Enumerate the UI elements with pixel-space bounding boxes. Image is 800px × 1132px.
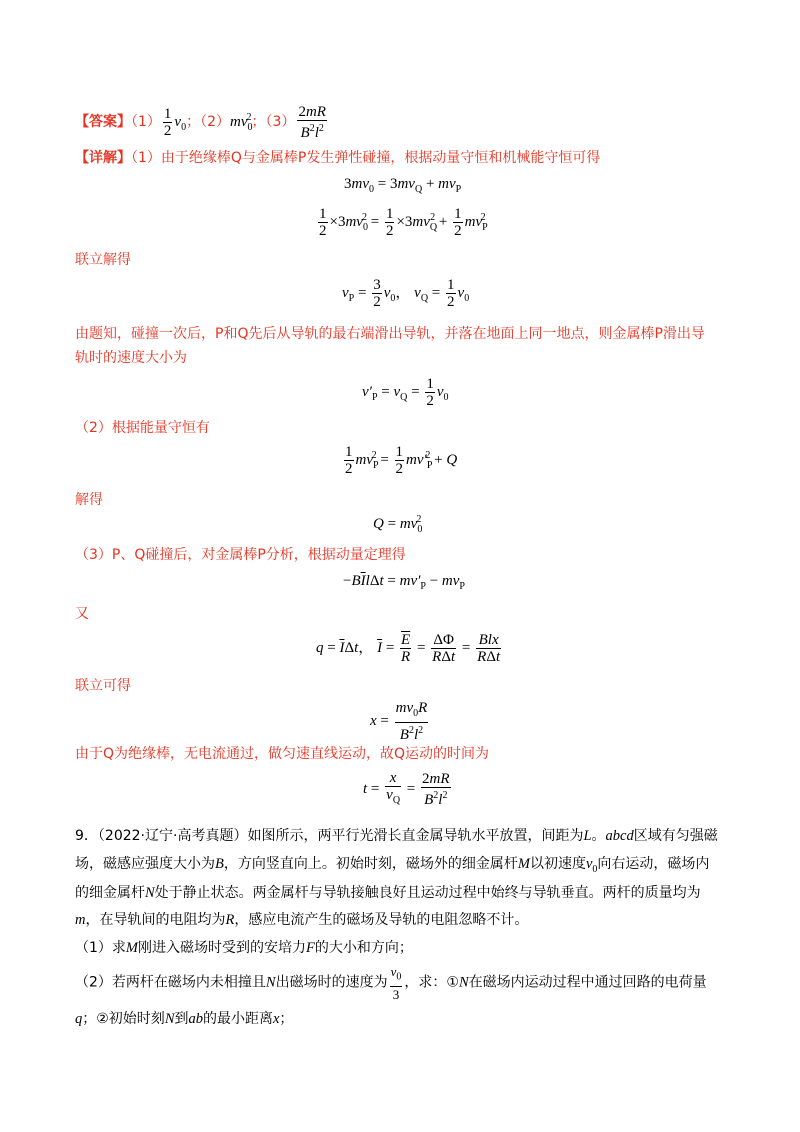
eq-impulse: $-B\overline{I}l\Delta t = mv'_P - mv_P$ (343, 573, 465, 592)
q-text: 区域有匀强磁 (633, 828, 718, 844)
q-text: ； (279, 1011, 294, 1027)
question-line-1 (75, 825, 718, 845)
detail-step1b-a: 由题知，碰撞一次后，P和Q先后从导轨的最右端滑出导轨，并落在地面上同一地点，则金属棒P滑出导 (75, 326, 705, 342)
q-text: （1）求 (75, 940, 126, 956)
q-var: N (164, 1011, 175, 1027)
answer-label: 【答案】 (75, 113, 131, 130)
q-text: 的大小和方向； (314, 940, 413, 956)
detail-step1 (75, 148, 600, 168)
q-var: m (75, 912, 86, 928)
eq-distance: x = $\frac{mv_0R}{B^2l^2}$ (370, 700, 428, 743)
answer-part3-label: ；（3） (251, 113, 296, 130)
answer-part1-label: （1） (131, 113, 161, 130)
q-text: 刚进入磁场时受到的安培力 (138, 940, 307, 956)
q-var: ab (188, 1011, 203, 1027)
q-var: B (215, 856, 224, 872)
detail-solve1: 联立解得 (75, 252, 131, 268)
q-sub: 0 (592, 863, 598, 875)
eq-time: t = $\frac{x}{v_Q}$ = $\frac{2mR}{B^2l^2}$ (363, 770, 450, 808)
q-text: 处于静止状态。两金属杆与导轨接触良好且运动过程中始终与导轨垂直。两杆的质量均为 (154, 885, 701, 901)
question-part-2 (75, 964, 707, 1003)
detail-combine: 联立可得 (75, 678, 131, 694)
q-text: ，方向竖直向上。初始时刻，磁场外的细金属杆 (223, 856, 518, 872)
q-text: 的细金属杆 (75, 885, 145, 901)
question-line-4 (75, 909, 528, 929)
detail-step1b-b: 轨时的速度大小为 (75, 350, 187, 366)
question-number: 9． (75, 828, 98, 844)
q-var: abcd (605, 828, 634, 844)
detail-step1-text: （1）由于绝缘棒Q与金属棒P发生弹性碰撞，根据动量守恒和机械能守恒可得 (131, 150, 601, 166)
eq-exit-velocity: $v'_P = v_Q$ = $\frac{1}{2}$ $v_0$ (362, 376, 449, 409)
eq-energy-heat: $\frac{1}{2}$ $mv_P^2$ = $\frac{1}{2}$ $mv'_P^2 + Q$ (345, 444, 458, 477)
q-var: x (272, 1011, 280, 1027)
q-var: L (583, 828, 592, 844)
q-text: ，在导轨间的电阻均为 (85, 912, 226, 928)
q-text: 出磁场时的速度为 (275, 974, 388, 991)
q-var: M (125, 940, 139, 956)
eq-energy: $\frac{1}{2}$ $\times 3mv_0^2$ = $\frac{1}{2}$ $\times 3mv_Q^2$ + $\frac{1}{2}$ $mv_P^2$ (319, 206, 488, 239)
detail-label: 【详解】 (75, 150, 131, 166)
q-text: 。 (591, 828, 606, 844)
question-line-3 (75, 882, 701, 902)
q-text: ，感应电流产生的磁场及导轨的电阻忽略不计。 (234, 912, 529, 928)
q-text: 场，磁感应强度大小为 (75, 856, 215, 872)
q-var: N (145, 885, 155, 901)
q-var: R (225, 912, 235, 928)
q-text: 在磁场内运动过程中通过回路的电荷量 (468, 974, 707, 991)
answer-part2-label: ；（2） (186, 113, 231, 130)
q-text: （2）若两杆在磁场内未相撞且 (75, 974, 266, 991)
question-line-2 (75, 853, 709, 875)
detail-solve2: 解得 (75, 492, 103, 508)
q-var: v (585, 856, 593, 872)
q-text: 的最小距离 (202, 1011, 273, 1027)
q-text: 如图所示，两平行光滑长直金属导轨水平放置，间距为 (247, 828, 584, 844)
question-source: （2022·辽宁·高考真题） (97, 828, 248, 844)
question-part-2b (75, 1008, 293, 1028)
detail-step2: （2）根据能量守恒有 (75, 420, 210, 436)
eq-velocities: $v_P$ = $\frac{3}{2}$ $v_0$， $v_Q$ = $\frac{1}{2}$ $v_0$ (342, 277, 470, 310)
detail-time: 由于Q为绝缘棒，无电流通过，做匀速直线运动，故Q运动的时间为 (75, 746, 490, 762)
q-fraction-v0-over-3: $\frac{v_0}{3}$ (390, 964, 402, 1002)
answer-part2-formula: $mv_0^2$ (230, 111, 253, 133)
question-part-1 (75, 937, 413, 957)
eq-heat-result: $Q = mv_0^2$ (373, 514, 423, 535)
q-text: ；②初始时刻 (82, 1011, 165, 1027)
q-var: M (517, 856, 530, 872)
q-text: 以初速度 (529, 856, 586, 872)
q-var: N (265, 974, 276, 991)
q-text: 向右运动，磁场内 (597, 856, 710, 872)
q-var: q (75, 1011, 83, 1027)
q-var: F (306, 940, 315, 956)
detail-step3: （3）P、Q碰撞后，对金属棒P分析，根据动量定理得 (75, 547, 406, 563)
answer-part1-formula: $\frac{1}{2}$ $v_0$ (163, 106, 187, 139)
q-var: N (458, 974, 469, 991)
eq-charge: $q = \overline{I}\Delta t$， $\overline{I}$ = $\frac{\overline{E}}{R}$ = $\frac{\Delta\Phi}{\text{RΔt}}$ = $\frac{\text{Blx}}{\text{RΔt}}$ (316, 632, 501, 665)
detail-also: 又 (75, 606, 89, 622)
answer-line (75, 104, 329, 141)
q-text: 到 (174, 1011, 189, 1027)
answer-part3-formula: $\frac{2mR}{B^2l^2}$ (298, 104, 326, 141)
eq-momentum: $3mv_0 = 3mv_Q + mv_P$ (344, 176, 462, 195)
q-text: ，求：① (404, 974, 459, 991)
